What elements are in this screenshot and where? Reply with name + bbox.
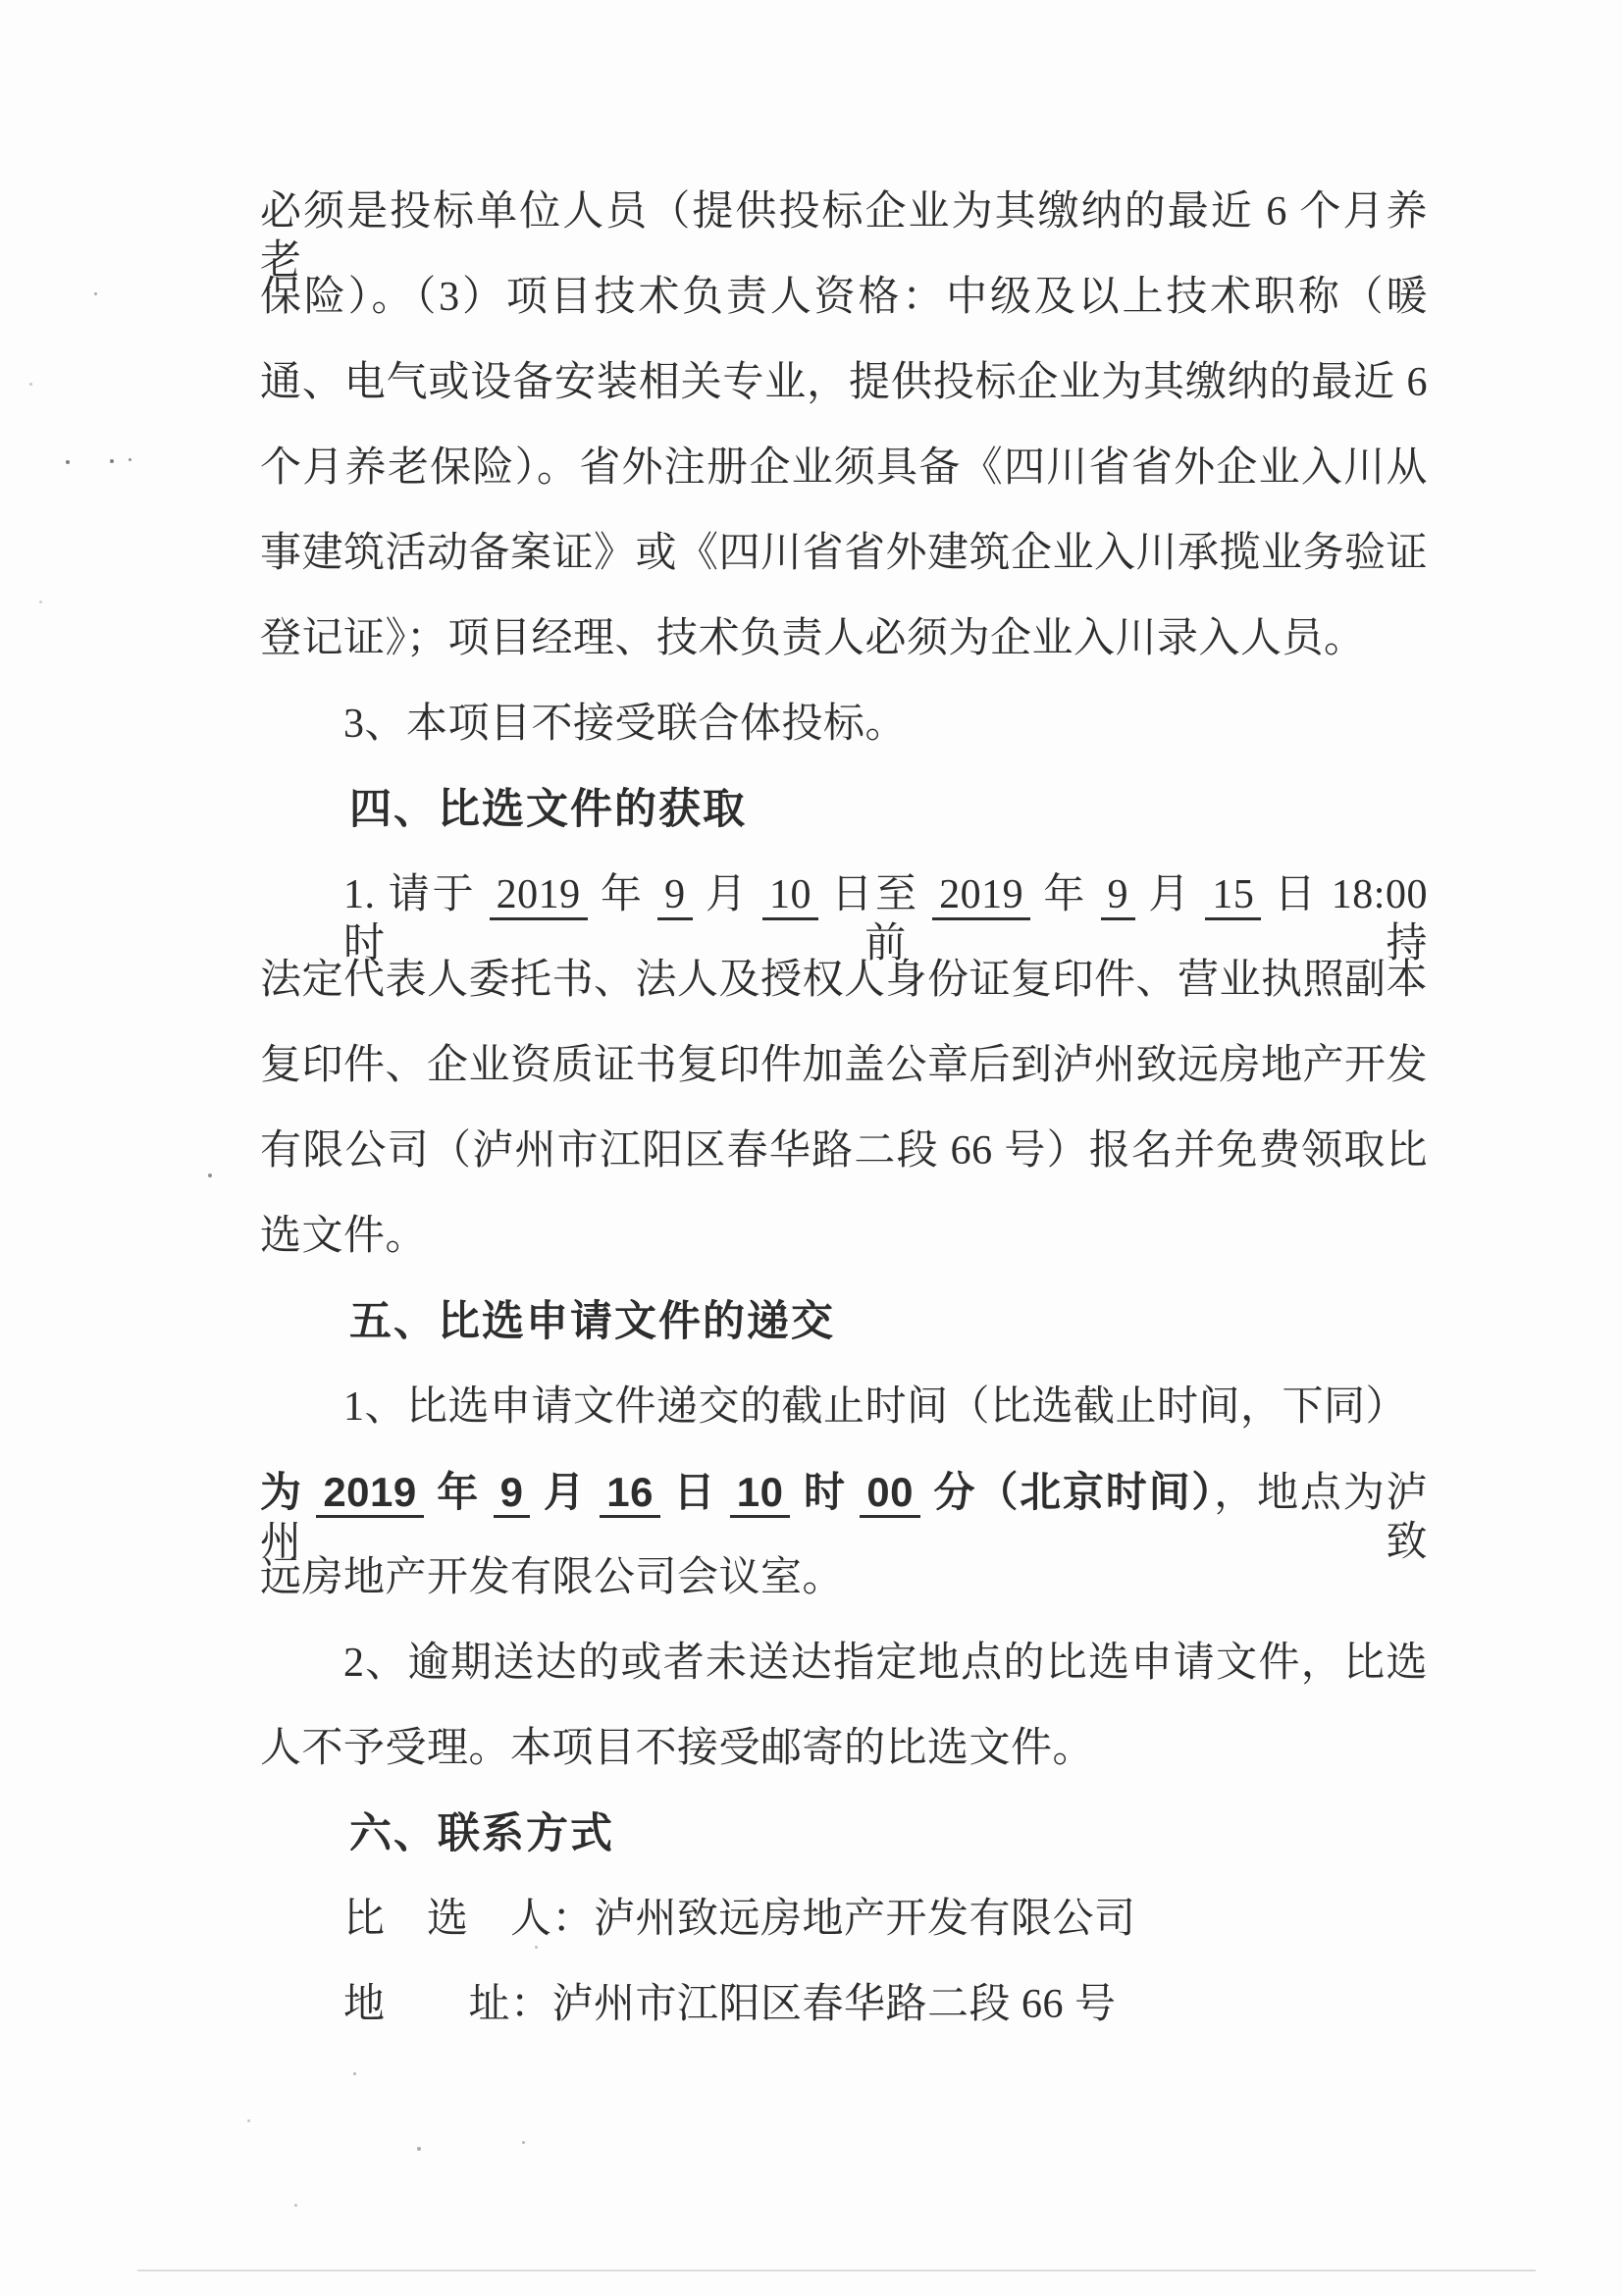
- document-line: [260, 358, 1428, 407]
- text-segment: 个月养老保险）。省外注册企业须具备《四川省省外企业入川从: [260, 445, 1428, 491]
- text-segment: 登记证》；项目经理、技术负责人必须为企业入川录入人员。: [260, 616, 1366, 661]
- scan-speck: [294, 2204, 297, 2207]
- blank-value: 9: [1101, 872, 1136, 920]
- text-segment: 远房地产开发有限公司会议室。: [260, 1555, 845, 1600]
- scan-speck: [522, 2141, 525, 2144]
- text-segment: 五、比选申请文件的递交: [349, 1298, 835, 1345]
- text-segment: 六、联系方式: [349, 1810, 614, 1857]
- text-segment: 年: [587, 872, 658, 917]
- blank-value: 00: [860, 1469, 920, 1518]
- scan-speck: [94, 292, 97, 295]
- document-line: [260, 187, 1428, 286]
- text-segment: 1、比选申请文件递交的截止时间（比选截止时间，下同）: [343, 1384, 1408, 1430]
- document-line: [260, 956, 1428, 1005]
- document-line: [343, 1895, 1136, 1944]
- section-heading: [349, 785, 747, 834]
- scan-speck: [353, 2072, 356, 2075]
- document-line: [260, 1553, 844, 1602]
- text-segment: 2、逾期送达的或者未送达指定地点的比选申请文件，比选: [343, 1641, 1428, 1686]
- document-line: [260, 1468, 1428, 1567]
- text-segment: 为: [260, 1469, 317, 1515]
- text-segment: 法定代表人委托书、法人及授权人身份证复印件、营业执照副本: [260, 958, 1429, 1003]
- blank-value: 9: [494, 1469, 531, 1518]
- scan-speck: [535, 1946, 538, 1949]
- text-segment: 年: [1030, 872, 1101, 917]
- blank-value: 2019: [490, 872, 588, 920]
- document-line: [260, 614, 1366, 663]
- document-line: [343, 1639, 1428, 1688]
- text-segment: 日 18:00 时前持: [343, 872, 1428, 966]
- text-segment: 时: [790, 1469, 861, 1515]
- text-segment: 必须是投标单位人员（提供投标企业为其缴纳的最近 6 个月养老: [260, 189, 1428, 284]
- document-line: [260, 529, 1428, 578]
- text-segment: 保险）。（3）项目技术负责人资格：中级及以上技术职称（暖: [260, 275, 1428, 320]
- text-segment: 选文件。: [260, 1214, 428, 1259]
- text-segment: 四、比选文件的获取: [349, 786, 747, 833]
- scan-speck: [129, 458, 131, 461]
- scan-speck: [208, 1174, 212, 1177]
- text-segment: 日至: [817, 872, 933, 917]
- scan-speck: [66, 460, 70, 464]
- text-segment: ，地点为泸州致: [260, 1471, 1429, 1565]
- blank-value: 10: [730, 1469, 791, 1518]
- text-segment: 复印件、企业资质证书复印件加盖公章后到泸州致远房地产开发: [260, 1043, 1429, 1088]
- document-line: [260, 1126, 1428, 1175]
- blank-value: 15: [1205, 872, 1261, 920]
- document-line: [343, 1383, 1407, 1432]
- document-line: [260, 1212, 427, 1261]
- text-segment: 月: [1135, 872, 1206, 917]
- text-segment: 3、本项目不接受联合体投标。: [343, 702, 908, 747]
- text-segment: 地 址：泸州市江阳区春华路二段 66 号: [343, 1982, 1117, 2027]
- document-line: [343, 1980, 1117, 2029]
- text-segment: 有限公司（泸州市江阳区春华路二段 66 号）报名并免费领取比: [260, 1128, 1428, 1174]
- scan-speck: [39, 600, 42, 603]
- text-segment: 年: [423, 1469, 494, 1515]
- text-segment: 分（北京时间）: [920, 1469, 1215, 1515]
- document-line: [260, 444, 1428, 493]
- text-segment: 月: [530, 1469, 601, 1515]
- blank-value: 10: [762, 872, 818, 920]
- section-heading: [349, 1809, 614, 1858]
- section-heading: [349, 1297, 835, 1346]
- document-line: [260, 1724, 1094, 1773]
- scan-speck: [417, 2147, 421, 2151]
- scan-speck: [247, 2119, 250, 2122]
- text-segment: 日: [659, 1469, 730, 1515]
- document-line: [343, 700, 907, 749]
- document-line: [260, 1041, 1428, 1090]
- text-segment: 人不予受理。本项目不接受邮寄的比选文件。: [260, 1726, 1095, 1771]
- text-segment: 通、电气或设备安装相关专业，提供投标企业为其缴纳的最近 6: [260, 360, 1428, 405]
- blank-value: 9: [657, 872, 693, 920]
- document-line: [343, 870, 1428, 968]
- blank-value: 2019: [316, 1469, 423, 1518]
- scan-speck: [29, 383, 32, 386]
- document-line: [260, 273, 1428, 322]
- blank-value: 2019: [932, 872, 1030, 920]
- scan-speck: [110, 459, 114, 463]
- blank-value: 16: [600, 1469, 660, 1518]
- text-segment: 1. 请于: [343, 872, 490, 917]
- text-segment: 比 选 人：泸州致远房地产开发有限公司: [343, 1897, 1136, 1942]
- text-segment: 事建筑活动备案证》或《四川省省外建筑企业入川承揽业务验证: [260, 531, 1429, 576]
- scan-edge-line: [137, 2270, 1536, 2271]
- text-segment: 月: [692, 872, 762, 917]
